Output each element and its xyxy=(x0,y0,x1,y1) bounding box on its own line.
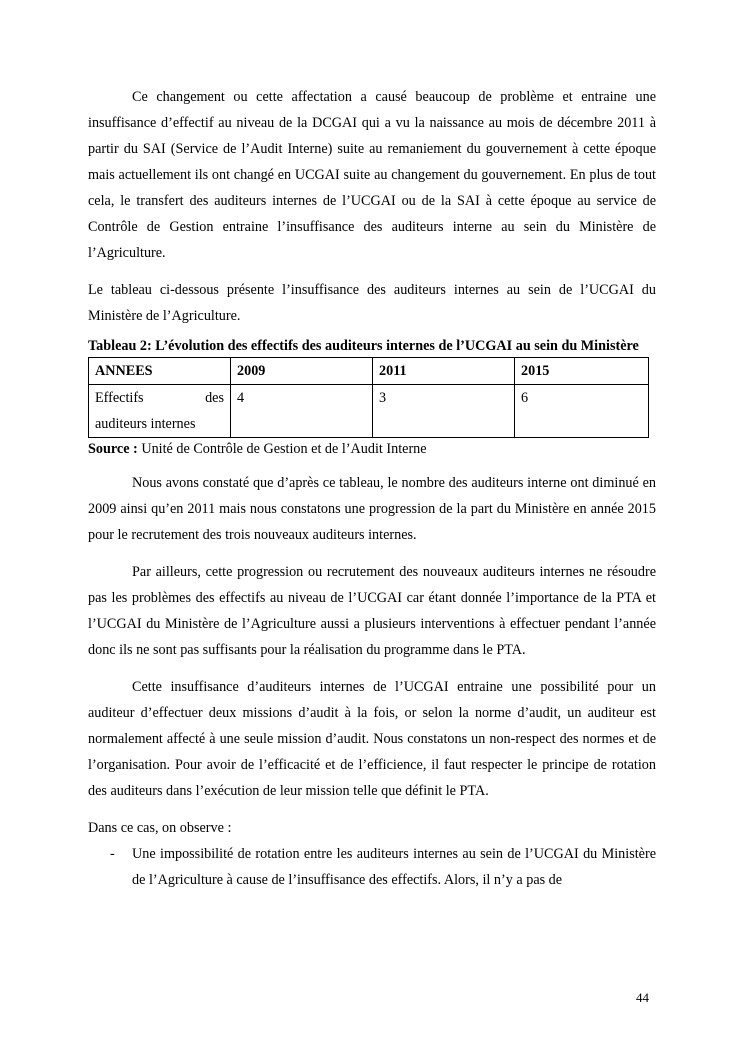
header-2015: 2015 xyxy=(515,358,649,385)
value-2009: 4 xyxy=(231,385,373,438)
document-page xyxy=(88,84,656,893)
paragraph-5: Cette insuffisance d’auditeurs internes de l’UCGAI entraine une possibilité pour un auditeur d’effectuer deux missions d’audit à la fois, or selon la norme d’audit, un auditeur est normalement affecté à une seule mission d’audit. Nous constatons un non-respect des normes et de l’organisation. Pour avoir de l’efficacité et de l’efficience, il faut respecter le principe de rotation des auditeurs dans l’exécution de leur mission telle que définit le PTA. xyxy=(88,679,656,799)
row-label-line2: auditeurs internes xyxy=(95,416,196,432)
table-row xyxy=(89,385,649,438)
row-label xyxy=(89,385,231,438)
paragraph-6: Dans ce cas, on observe : xyxy=(88,820,232,836)
list-item-text: Une impossibilité de rotation entre les auditeurs internes au sein de l’UCGAI du Ministère de l’Agriculture à cause de l’insuffisance des effectifs. Alors, il n’y a pas de xyxy=(132,846,656,888)
header-2011: 2011 xyxy=(373,358,515,385)
page-number: 44 xyxy=(636,990,649,1005)
table-caption: Tableau 2: L’évolution des effectifs des auditeurs internes de l’UCGAI au sein du Ministère xyxy=(88,338,639,354)
dash-bullet: - xyxy=(110,846,115,862)
header-annees: ANNEES xyxy=(89,358,231,385)
paragraph-1: Ce changement ou cette affectation a causé beaucoup de problème et entraine une insuffisance d’effectif au niveau de la DCGAI qui a vu la naissance au mois de décembre 2011 à partir du SAI (Service de l’Audit Interne) suite au remaniement du gouvernement à cette époque mais actuellement ils ont changé en UCGAI suite au changement du gouvernement. En plus de tout cela, le transfert des auditeurs internes de l’UCGAI ou de la SAI à cette époque au service de Contrôle de Gestion entraine l’insuffisance des auditeurs interne au sein du Ministère de l’Agriculture. xyxy=(88,89,656,261)
effectifs-table xyxy=(88,357,649,438)
value-2015: 6 xyxy=(515,385,649,438)
source-label: Source : xyxy=(88,441,138,457)
source-text: Unité de Contrôle de Gestion et de l’Audit Interne xyxy=(137,441,427,457)
row-label-line1: Effectifs des xyxy=(95,390,224,406)
paragraph-2: Le tableau ci-dessous présente l’insuffisance des auditeurs internes au sein de l’UCGAI du Ministère de l’Agriculture. xyxy=(88,282,656,324)
table-source xyxy=(88,439,656,459)
table-header-row xyxy=(89,358,649,385)
list-item xyxy=(88,841,656,893)
paragraph-3: Nous avons constaté que d’après ce tableau, le nombre des auditeurs interne ont diminué en 2009 ainsi qu’en 2011 mais nous constatons une progression de la part du Ministère en année 2015 pour le recrutement des trois nouveaux auditeurs internes. xyxy=(88,475,656,543)
header-2009: 2009 xyxy=(231,358,373,385)
paragraph-4: Par ailleurs, cette progression ou recrutement des nouveaux auditeurs internes ne résoudre pas les problèmes des effectifs au niveau de l’UCGAI car étant donnée l’importance de la PTA et l’UCGAI du Ministère de l’Agriculture aussi a plusieurs interventions à effectuer pendant l’année donc ils ne sont pas suffisants pour la réalisation du programme dans le PTA. xyxy=(88,564,656,658)
observation-list xyxy=(88,841,656,893)
value-2011: 3 xyxy=(373,385,515,438)
